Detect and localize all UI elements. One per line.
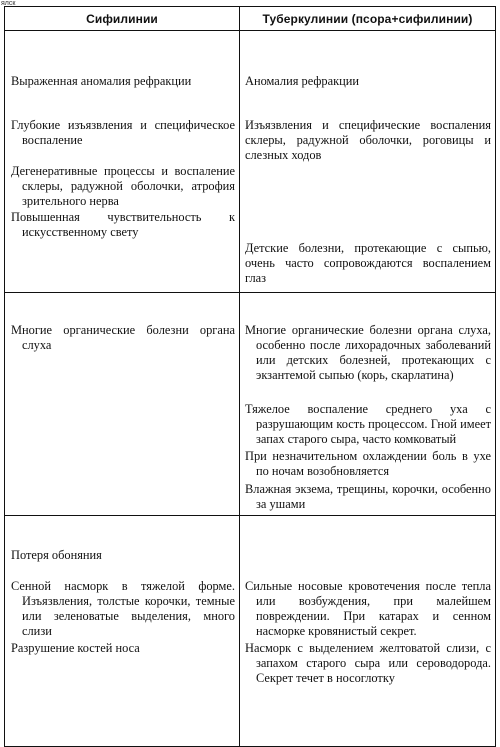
corner-mark: ялск xyxy=(1,0,16,7)
table-row-ears xyxy=(5,293,496,516)
cell-ears-left xyxy=(5,293,240,516)
cell-nose-left xyxy=(5,516,240,747)
entry-text: Разрушение костей носа xyxy=(11,641,140,655)
entry-text: Аномалия рефракции xyxy=(245,74,359,88)
entry-text: Сенной насморк в тяжелой форме. Изъязвления, толстые корочки, темные или зеленоватые выделения, много слизи xyxy=(11,579,235,638)
entry-text: Многие органические болезни органа слуха, особенно после лихорадочных заболеваний или детских болезней, протекающих с экзантемой сыпью (корь, скарлатина) xyxy=(245,323,491,382)
entry-text: Многие органические болезни органа слуха xyxy=(11,323,235,352)
cell-eyes-right xyxy=(240,31,496,293)
entry-text: Потеря обоняния xyxy=(11,548,102,562)
cell-eyes-left xyxy=(5,31,240,293)
table-header-row xyxy=(5,7,496,31)
cell-nose-right xyxy=(240,516,496,747)
table-row-nose xyxy=(5,516,496,747)
entry-text: Глубокие изъязвления и специфическое воспаление xyxy=(11,118,235,147)
comparison-table xyxy=(4,6,496,747)
cell-ears-right xyxy=(240,293,496,516)
header-syphilinic: Сифилинии xyxy=(5,7,240,31)
entry-text: Тяжелое воспаление среднего уха с разрушающим кость процессом. Гной имеет запах старого сыра, часто комковатый xyxy=(245,402,491,446)
entry-text: Дегенеративные процессы и воспаление склеры, радужной оболочки, атрофия зрительного нерва xyxy=(11,164,235,208)
entry-text: Повышенная чувствительность к искусственному свету xyxy=(11,210,235,239)
entry-text: Сильные носовые кровотечения после тепла или возбуждения, при малейшем повреждении. При катарах и сенном насморке кровянистый секрет. xyxy=(245,579,491,638)
entry-text: При незначительном охлаждении боль в ухе по ночам возобновляется xyxy=(245,449,491,478)
entry-text: Выраженная аномалия рефракции xyxy=(11,74,192,88)
entry-text: Изъязвления и специфические воспаления склеры, радужной оболочки, роговицы и слезных ходов xyxy=(245,118,491,162)
entry-text: Насморк с выделением желтоватой слизи, с запахом старого сыра или сероводорода. Секрет течет в носоглотку xyxy=(245,641,491,685)
entry-text: Детские болезни, протекающие с сыпью, очень часто сопровождаются воспалением глаз xyxy=(245,241,491,285)
table-row-eyes xyxy=(5,31,496,293)
header-tuberculinic: Туберкулинии (псора+сифилинии) xyxy=(240,7,496,31)
entry-text: Влажная экзема, трещины, корочки, особенно за ушами xyxy=(245,482,491,511)
